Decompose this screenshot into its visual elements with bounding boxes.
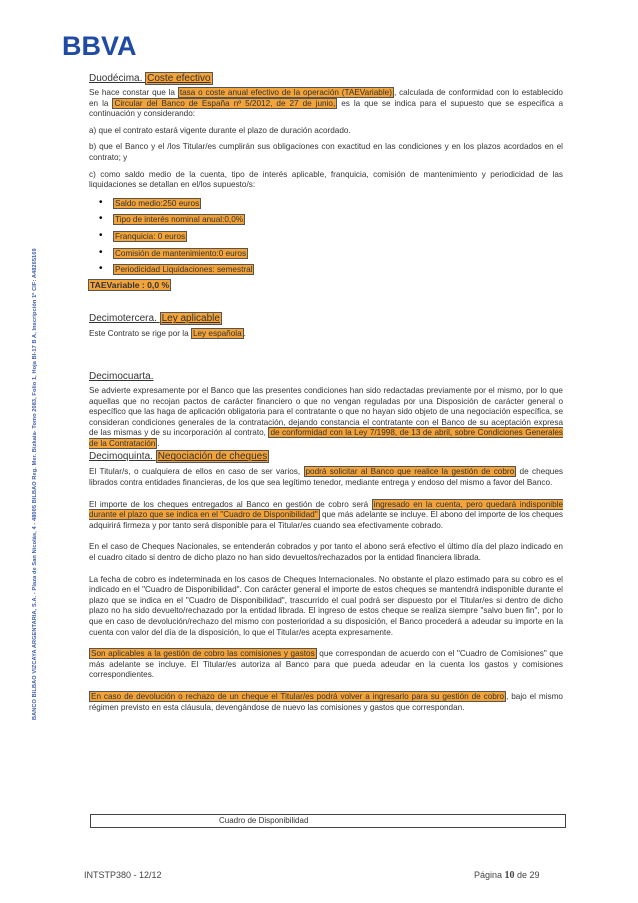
s15-paragraph-2: El importe de los cheques entregados al Banco en gestión de cobro será ingresado en la cuenta, pero quedará indisponible durante el plazo que se indica en el "Cuadro de Disponibilidad" que más adelante se incluye. El abono del importe de los cheques adquirirá firmeza y por tanto será disponible para el Titular/es cuando sea efectivamente cobrado. (89, 499, 564, 530)
s12-point-c: c) como saldo medio de la cuenta, tipo de interés aplicable, franquicia, comisión de mantenimiento y periodicidad de las liquidaciones se detallan en el/los supuesto/s: (89, 169, 563, 190)
s15-paragraph-3: En el caso de Cheques Nacionales, se entenderán cobrados y por tanto el abono será efectivo el último día del plazo indicado en el cuadro citado si dentro de dicho plazo no han sido devueltos/rechazados por la entidad financiera librada. (89, 542, 563, 563)
s14-heading: Decimocuarta. (89, 370, 154, 382)
bbva-logo (62, 33, 152, 64)
s13-paragraph: Este Contrato se rige por la Ley española . (89, 329, 246, 339)
list-item: • Tipo de interés nominal anual:0,0% (113, 215, 563, 226)
contract-body (89, 72, 563, 713)
s12-supuesto-list (89, 199, 563, 276)
s12-heading-text: Duodécima. (89, 73, 143, 84)
s12-paragraph-1: Se hace constar que la tasa o coste anual efectivo de la operación (TAEVariable) , calculada de conformidad con lo establecido en la Circular del Banco de España nº 5/2012, de 27 de junio, es la que se indica para el supuesto que se especifica a continuación y considerando: (89, 88, 564, 119)
s13-heading-highlight: Ley aplicable (161, 313, 220, 325)
list-item: • Saldo medio:250 euros (113, 199, 563, 210)
availability-table-title: Cuadro de Disponibilidad (219, 816, 309, 825)
document-code: INTSTP380 - 12/12 (84, 870, 162, 880)
s15-paragraph-4: La fecha de cobro es indeterminada en los casos de Cheques Internacionales. No obstante el plazo estimado para su cobro es el indicado en el "Cuadro de Disponibilidad". Con carácter general el importe de estos cheques se mantendrá indisponible durante el plazo que se indica en el "Cuadro de Disponibilidad", trascurrido el cual podrá ser dispuesto por el Titular/es si dentro de dicho plazo no ha sido devuelto/rechazado por la entidad librada. El ingreso de estos cheque se realiza siempre "salvo buen fin", por lo que en caso de devolución/rechazo del mismo con posterioridad a su disposición, el Banco procederá a adeudar su importe en la cuenta con valor del día de la disposición, lo que el Titular/es acepta expresamente. (89, 574, 563, 637)
s14-paragraph: Se advierte expresamente por el Banco que las presentes condiciones han sido redactadas previamente por el mismo, por lo que aquellas que no recojan pactos de carácter financiero o que no vengan reguladas por una Disposición de carácter general o específico que las haga de aplicación obligatoria para el contratante o que no hayan sido objeto de una negociación específica, se consideran condiciones generales de la contratación, dejando constancia el contratante con el Banco de su aceptación expresa de las mismas y de su incorporación al contrato, de conformidad con la Ley 7/1998, de 13 de abril, sobre Condiciones Generales de la Contratación . (89, 385, 564, 448)
s12-point-b: b) que el Banco y el /los Titular/es cumplirán sus obligaciones con exactitud en las condiciones y en los plazos acordados en el contrato; y (89, 142, 563, 162)
list-item: • Comisión de mantenimiento:0 euros (113, 249, 563, 260)
s15-paragraph-6: En caso de devolución o rechazo de un cheque el Titular/es podrá volver a ingresarlo para su gestión de cobro , bajo el mismo régimen previsto en esta cláusula, devengándose de nuevo las comisiones y gastos que correspondan. (89, 691, 563, 712)
s12-heading-highlight: Coste efectivo (147, 73, 211, 84)
s15-paragraph-5: Son aplicables a la gestión de cobro las comisiones y gastos que correspondan de acuerdo con el "Cuadro de Comisiones" que más adelante se incluye. El Titular/es autoriza al Banco para que pueda adeudar en la cuenta los gastos y comisiones correspondientes. (89, 649, 564, 680)
s15-heading: Decimoquinta. Negociación de cheques (89, 451, 268, 463)
availability-table-header (90, 814, 566, 828)
page-number: Página 10 de 29 (474, 870, 540, 881)
s12-heading (89, 72, 563, 85)
list-item: • Periodicidad Liquidaciones: semestral (113, 265, 563, 276)
bbva-logo-text: BBVA (62, 33, 137, 59)
s12-point-a: a) que el contrato estará vigente durante el plazo de duración acordado. (89, 125, 351, 135)
s15-heading-highlight: Negociación de cheques (157, 451, 268, 463)
s15-paragraph-1: El Titular/s, o cualquiera de ellos en caso de ser varios, podrá solicitar al Banco que realice la gestión de cobro de cheques librados contra entidades financieras, de los que sea legítimo tenedor, mediante entrega y endoso del mismo a favor del Banco. (89, 467, 563, 488)
bank-legal-sidetext: BANCO BILBAO VIZCAYA ARGENTARIA, S.A. - Plaza de San Nicolás, 4 - 48005 BILBAO Reg. Mer. Bizkaia- Tomo 2083, Folio 1, Hoja BI-17 B A, Inscripción 1ª CIF: A48265169 (32, 248, 38, 720)
list-item: • Franquicia: 0 euros (113, 232, 563, 243)
s13-heading: Decimotercera. Ley aplicable (89, 313, 220, 325)
tae-value: TAEVariable : 0,0 % (90, 279, 170, 290)
